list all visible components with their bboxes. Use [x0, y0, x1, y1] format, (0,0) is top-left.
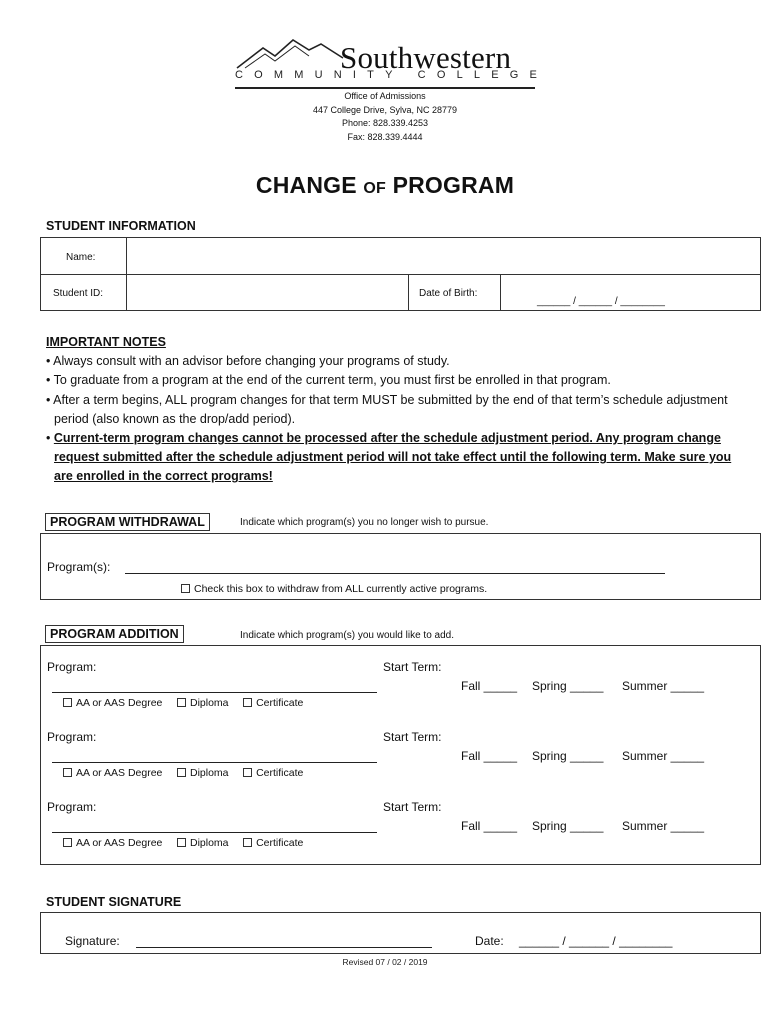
credential-options	[63, 767, 303, 779]
credential-option-degree[interactable]	[63, 767, 162, 779]
program-field[interactable]	[52, 762, 377, 763]
table-divider	[41, 274, 760, 275]
note-item: • Always consult with an advisor before changing your programs of study.	[46, 354, 450, 369]
checkbox[interactable]	[243, 768, 252, 777]
title-change: CHANGE	[255, 172, 364, 198]
name-field[interactable]	[128, 240, 758, 272]
note-item: • To graduate from a program at the end of the current term, you must first be enrolled in that program.	[46, 373, 611, 388]
credential-option-certificate[interactable]	[243, 837, 303, 849]
signature-heading: STUDENT SIGNATURE	[46, 895, 182, 909]
credential-options	[63, 837, 303, 849]
credential-options	[63, 697, 303, 709]
withdraw-all-option[interactable]	[181, 583, 487, 595]
term-summer[interactable]: Summer _____	[622, 749, 705, 763]
date-label: Date:	[475, 934, 504, 948]
withdraw-all-checkbox[interactable]	[181, 584, 190, 593]
credential-label: Diploma	[189, 767, 229, 779]
term-spring[interactable]: Spring _____	[532, 679, 604, 693]
office-name: Office of Admissions	[344, 91, 426, 101]
checkbox[interactable]	[177, 698, 186, 707]
credential-label: Diploma	[189, 837, 229, 849]
program-label: Program:	[47, 800, 97, 814]
program-label: Program:	[47, 660, 97, 674]
credential-label: Certificate	[256, 837, 304, 849]
student-id-field[interactable]	[128, 276, 406, 308]
dob-label: Date of Birth:	[419, 288, 478, 299]
program-field[interactable]	[52, 832, 377, 833]
title-of: OF	[363, 180, 386, 197]
credential-label: AA or AAS Degree	[76, 697, 163, 709]
start-term-label: Start Term:	[383, 660, 442, 674]
program-field[interactable]	[52, 692, 377, 693]
credential-option-diploma[interactable]	[177, 767, 229, 779]
credential-label: AA or AAS Degree	[76, 767, 163, 779]
term-fall[interactable]: Fall _____	[461, 749, 518, 763]
college-logo	[235, 36, 549, 92]
program-label: Program:	[47, 730, 97, 744]
term-summer[interactable]: Summer _____	[622, 679, 705, 693]
addition-panel	[40, 645, 761, 865]
label-column-divider	[126, 238, 127, 310]
page-title	[0, 172, 770, 199]
checkbox[interactable]	[63, 768, 72, 777]
credential-option-diploma[interactable]	[177, 837, 229, 849]
withdraw-all-label: Check this box to withdraw from ALL currently active programs.	[194, 583, 488, 595]
credential-option-certificate[interactable]	[243, 767, 303, 779]
office-fax: Fax: 828.339.4444	[347, 131, 423, 142]
office-phone: Phone: 828.339.4253	[341, 118, 429, 128]
note-item: • After a term begins, ALL program changes for that term MUST be submitted by the end of that term’s schedule adjustment period (also known as the drop/add period).	[46, 392, 728, 426]
checkbox[interactable]	[63, 698, 72, 707]
credential-label: Diploma	[189, 697, 229, 709]
note-item-emphasis	[46, 429, 746, 487]
term-fall[interactable]: Fall _____	[461, 679, 518, 693]
student-info-heading: STUDENT INFORMATION	[46, 219, 196, 233]
important-notes	[46, 333, 746, 487]
programs-field[interactable]	[125, 573, 665, 574]
checkbox[interactable]	[243, 838, 252, 847]
office-address: 447 College Drive, Sylva, NC 28779	[312, 104, 458, 115]
note-bullet: •	[46, 431, 54, 446]
term-spring[interactable]: Spring _____	[532, 749, 604, 763]
note-emphasis-text: Current-term program changes cannot be processed after the schedule adjustment period. Any program change request submitted after the schedule adjustment period will not take effect until the following term. Make sure you are enrolled in the correct programs!	[53, 431, 732, 484]
credential-option-degree[interactable]	[63, 837, 162, 849]
checkbox[interactable]	[63, 838, 72, 847]
signature-field[interactable]	[136, 947, 432, 948]
date-field[interactable]: ______ / ______ / ________	[519, 934, 673, 948]
credential-option-diploma[interactable]	[177, 697, 229, 709]
signature-panel	[40, 912, 761, 954]
withdrawal-panel	[40, 533, 761, 600]
term-summer[interactable]: Summer _____	[622, 819, 705, 833]
withdrawal-hint: Indicate which program(s) you no longer wish to pursue.	[240, 517, 489, 528]
term-fall[interactable]: Fall _____	[461, 819, 518, 833]
mountain-logo-icon	[235, 36, 345, 70]
dob-divider-left	[408, 274, 409, 310]
college-name: Southwestern	[340, 40, 512, 75]
revision-date: Revised 07 / 02 / 2019	[342, 957, 428, 967]
start-term-label: Start Term:	[383, 800, 442, 814]
checkbox[interactable]	[177, 768, 186, 777]
title-program: PROGRAM	[385, 172, 515, 198]
office-contact-block	[235, 90, 535, 144]
name-label: Name:	[66, 252, 96, 263]
term-spring[interactable]: Spring _____	[532, 819, 604, 833]
credential-label: Certificate	[256, 767, 304, 779]
college-subtitle: COMMUNITY COLLEGE	[235, 69, 549, 81]
checkbox[interactable]	[243, 698, 252, 707]
student-info-table	[40, 237, 761, 311]
signature-label: Signature:	[65, 934, 120, 948]
credential-label: Certificate	[256, 697, 304, 709]
credential-option-certificate[interactable]	[243, 697, 303, 709]
addition-heading: PROGRAM ADDITION	[45, 625, 184, 643]
checkbox[interactable]	[177, 838, 186, 847]
withdrawal-heading: PROGRAM WITHDRAWAL	[45, 513, 210, 531]
programs-label: Program(s):	[47, 560, 111, 574]
addition-hint: Indicate which program(s) you would like to add.	[240, 630, 454, 641]
dob-field[interactable]: ______ / ______ / ________	[537, 296, 665, 307]
notes-heading: IMPORTANT NOTES	[46, 335, 166, 349]
dob-divider-right	[500, 274, 501, 310]
logo-divider	[235, 87, 535, 89]
student-id-label: Student ID:	[53, 288, 104, 299]
start-term-label: Start Term:	[383, 730, 442, 744]
credential-label: AA or AAS Degree	[76, 837, 163, 849]
credential-option-degree[interactable]	[63, 697, 162, 709]
